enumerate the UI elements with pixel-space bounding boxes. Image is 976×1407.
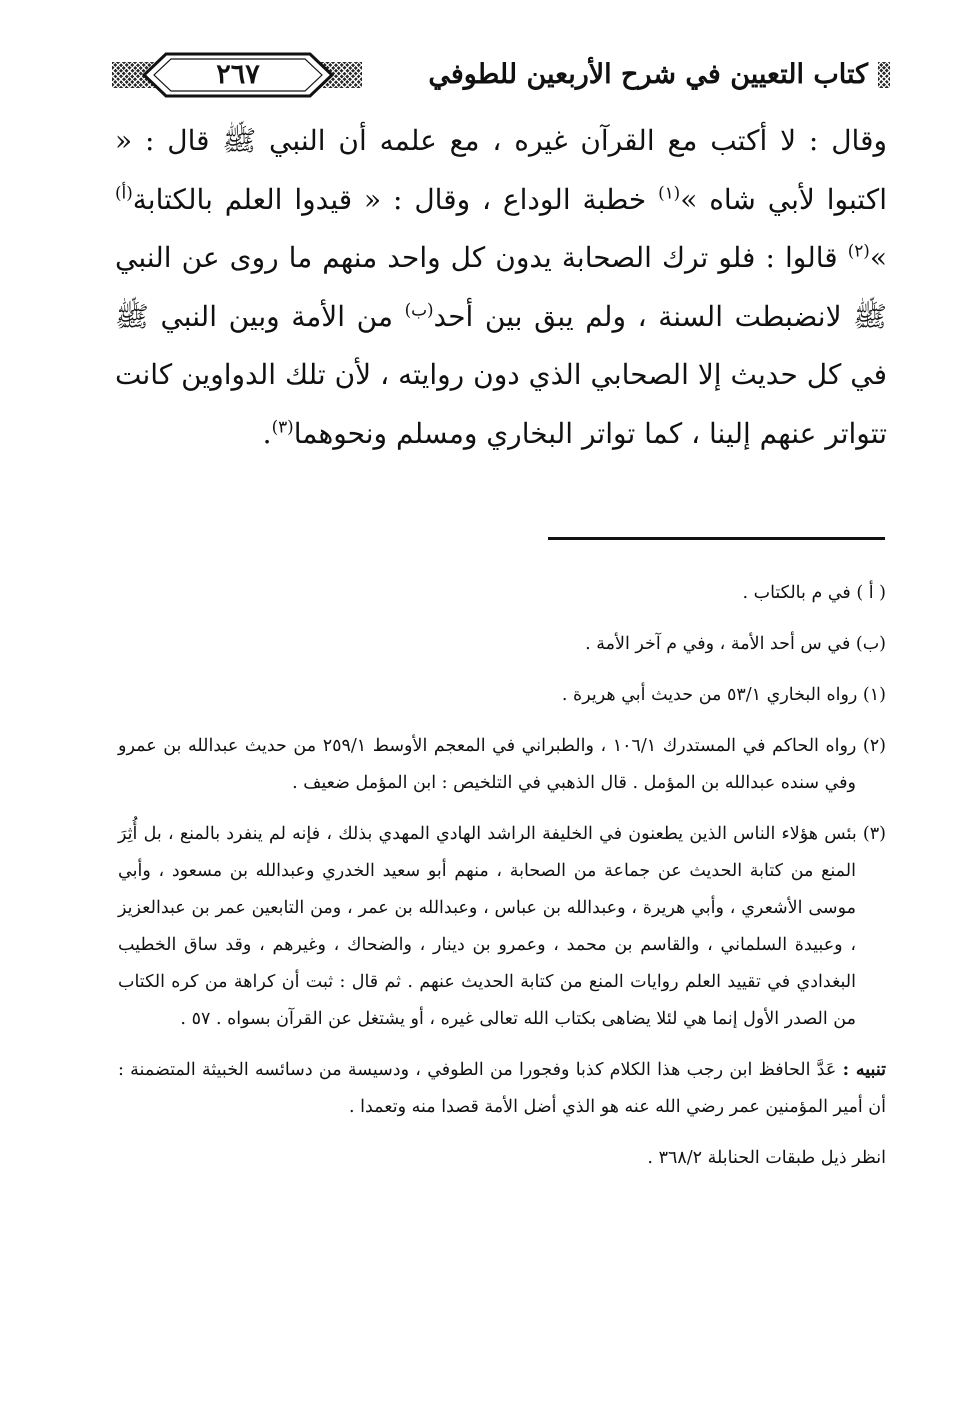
footnote-ref: (ب) [404, 299, 434, 320]
footnote-1: (١) رواه البخاري ٥٣/١ من حديث أبي هريرة . [561, 685, 886, 705]
header-ornament-right [878, 62, 890, 88]
text-part: وقال : لا أكتب مع القرآن غيره ، مع علمه أن النبي ﷺ قال : « اكتبوا لأبي شاه » [115, 124, 887, 216]
main-text [115, 112, 887, 463]
note-label: تنبيه : [842, 1060, 886, 1080]
footnote-ref: (أ) [115, 182, 133, 203]
footnote-3: (٣) بئس هؤلاء الناس الذين يطعنون في الخليفة الراشد الهادي المهدي بذلك ، فإنه لم ينفرد بالمنع ، بل أُثِرَ المنع من كتابة الحديث عن جماعة من الصحابة ، منهم أبو سعيد الخدري وعبدالله بن مسعود ، وأبي موسى الأشعري ، وأبي هريرة ، وعبدالله بن عباس ، وعبدالله بن عمر ، ومن التابعين عمر بن عبدالعزيز ، وعبيدة السلماني ، والقاسم بن محمد ، وعمرو بن دينار ، والضحاك ، وغيرهم ، وقد ساق الخطيب البغدادي في تقييد العلم روايات المنع من كتابة الحديث عنهم . ثم قال : ثبت أن كراهة من كره الكتاب من الصدر الأول إنما هي لئلا يضاهى بكتاب الله تعالى غيره ، أو يشتغل عن القرآن بسواه . ٥٧ . [118, 824, 886, 1029]
text-part: قالوا : فلو ترك الصحابة يدون كل واحد منهم ما روى عن النبي ﷺ لانضبطت السنة ، ولم يبق بين أحد [115, 241, 887, 333]
page-number-badge [140, 50, 336, 100]
footnote-b: (ب) في س أحد الأمة ، وفي م آخر الأمة . [585, 634, 886, 654]
footnote-2: (٢) رواه الحاكم في المستدرك ١٠٦/١ ، والطبراني في المعجم الأوسط ٢٥٩/١ من حديث عبدالله بن عمرو وفي سنده عبدالله بن المؤمل . قال الذهبي في التلخيص : ابن المؤمل ضعيف . [118, 736, 886, 793]
book-title: كتاب التعيين في شرح الأربعين للطوفي [428, 59, 868, 90]
editor-note [118, 1052, 886, 1126]
text-part: » [869, 241, 887, 274]
footnote-a: ( أ ) في م بالكتاب . [742, 583, 886, 603]
note-text: عَدَّ الحافظ ابن رجب هذا الكلام كذبا وفجورا من الطوفي ، ودسيسة من دسائسه الخبيثة المتضمنة : أن أمير المؤمنين عمر رضي الله عنه هو الذي أضل الأمة قصدا منه وتعمدا . [118, 1060, 886, 1117]
text-part: خطبة الوداع ، وقال : « قيدوا العلم بالكتابة [132, 182, 659, 216]
footnote-separator [548, 537, 885, 540]
text-part: . [262, 416, 272, 450]
footnote-ref: (٣) [271, 416, 294, 437]
page-number: ٢٦٧ [216, 59, 260, 90]
main-paragraph [115, 112, 887, 463]
running-header [112, 50, 890, 102]
text-part: من الأمة وبين النبي ﷺ في كل حديث إلا الصحابي الذي دون روايته ، لأن تلك الدواوين كانت تتواتر عنهم إلينا ، كما تواتر البخاري ومسلم ونحوهما [115, 299, 887, 450]
reference-note: انظر ذيل طبقات الحنابلة ٣٦٨/٢ . [647, 1148, 886, 1168]
footnote-ref: (١) [658, 182, 681, 203]
footnote-ref: (٢) [847, 240, 870, 261]
footnotes [118, 575, 886, 1191]
